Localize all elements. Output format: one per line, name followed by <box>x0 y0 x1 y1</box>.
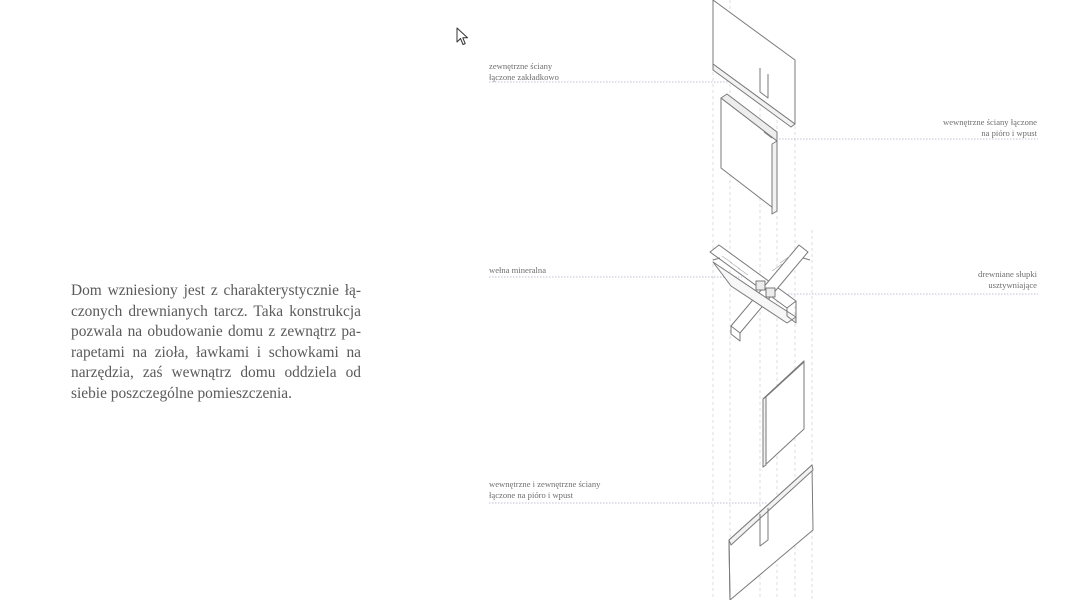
small-inner-panel <box>763 361 804 467</box>
label-line: wewnętrzne i zewnętrzne ściany <box>489 479 601 489</box>
description-line: siebie poszczególne pomieszczenia. <box>71 384 292 402</box>
description-line: pozwala na obudowanie domu z zewnątrz pa- <box>71 323 361 340</box>
label-line: na pióro i wpust <box>981 128 1037 138</box>
label-line: łączone zakładkowo <box>489 72 559 82</box>
inner-outer-wall-panel <box>729 465 813 600</box>
label-outer-walls <box>489 61 559 83</box>
description-line: Dom wzniesiony jest z charakterystycznie łą- <box>71 282 361 299</box>
label-inner-outer-walls <box>489 479 600 501</box>
label-posts <box>978 269 1037 291</box>
inner-wall-panel <box>721 94 777 214</box>
label-line: łączone na pióro i wpust <box>489 490 574 500</box>
description-line: rapetami na zioła, ławkami i schowkami na <box>71 343 361 361</box>
label-line: usztywniające <box>988 280 1037 290</box>
label-line: drewniane słupki <box>978 269 1037 279</box>
description-line: narzędzia, zaś wewnątrz domu oddziela od <box>71 364 361 381</box>
mouse-pointer-icon <box>456 27 470 47</box>
label-line: zewnętrzne ściany <box>489 61 553 71</box>
label-line: wełna mineralna <box>489 265 547 275</box>
description-paragraph <box>71 281 361 404</box>
description-line: czonych drewnianych tarcz. Taka konstrukcja <box>71 302 361 320</box>
label-inner-walls <box>943 117 1037 139</box>
label-mineral-wool <box>489 265 546 276</box>
label-line: wewnętrzne ściany łączone <box>942 117 1037 127</box>
